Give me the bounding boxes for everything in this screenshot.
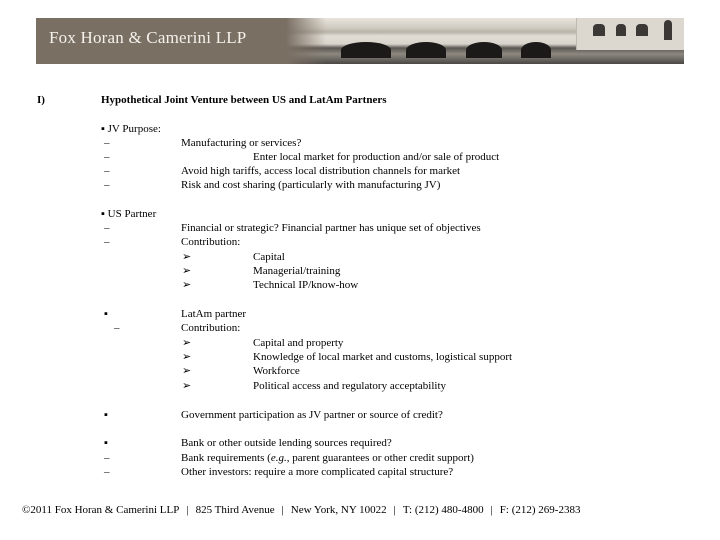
text-segment: Bank requirements ( xyxy=(181,452,271,464)
header-banner xyxy=(36,18,684,64)
list-item xyxy=(181,451,474,465)
bridge-arch xyxy=(341,42,391,58)
list-item: Manufacturing or services? xyxy=(181,137,302,149)
latam-partner-label: LatAm partner xyxy=(181,308,247,320)
dash-marker: – xyxy=(104,466,110,478)
footer-separator: | xyxy=(281,504,284,516)
arrow-bullet-icon: ➢ xyxy=(182,251,192,263)
contribution-item: Knowledge of local market and customs, logistical support xyxy=(253,351,513,363)
dash-marker: – xyxy=(114,322,120,334)
contribution-item: Technical IP/know-how xyxy=(253,279,359,291)
window-shape xyxy=(616,24,626,36)
dash-marker: – xyxy=(104,452,110,464)
section-title: Hypothetical Joint Venture between US and LatAm Partners xyxy=(101,94,387,106)
footer-separator: | xyxy=(186,504,189,516)
arrow-bullet-icon: ➢ xyxy=(182,279,192,291)
contribution-item: Political access and regulatory acceptability xyxy=(253,380,447,392)
contribution-item: Managerial/training xyxy=(253,265,341,277)
bridge-arch xyxy=(521,42,551,58)
footer xyxy=(22,504,580,516)
contribution-item: Capital and property xyxy=(253,337,344,349)
dash-marker: – xyxy=(104,222,110,234)
dash-marker: – xyxy=(104,137,110,149)
jv-purpose-heading xyxy=(101,122,161,136)
firm-name: Fox Horan & Camerini LLP xyxy=(49,28,247,47)
bullet-icon: ▪ xyxy=(101,123,105,135)
bank-item: Bank or other outside lending sources required? xyxy=(181,437,392,449)
contribution-item: Capital xyxy=(253,251,285,263)
list-item: Enter local market for production and/or sale of product xyxy=(253,151,500,163)
footer-city: New York, NY 10022 xyxy=(290,504,387,516)
footer-fax: F: (212) 269-2383 xyxy=(499,504,581,516)
jv-purpose-label: JV Purpose: xyxy=(107,123,161,135)
text-italic: e.g. xyxy=(270,452,287,464)
dash-marker: – xyxy=(104,179,110,191)
bridge-arch xyxy=(466,42,502,58)
us-partner-label: US Partner xyxy=(107,208,157,220)
arrow-bullet-icon: ➢ xyxy=(182,351,192,363)
government-item: Government participation as JV partner or source of credit? xyxy=(181,409,443,421)
dash-marker: – xyxy=(104,236,110,248)
list-item: Financial or strategic? Financial partner has unique set of objectives xyxy=(181,222,481,234)
text-segment: , parent guarantees or other credit support) xyxy=(286,452,474,464)
bullet-icon: ▪ xyxy=(104,308,108,320)
dash-marker: – xyxy=(104,151,110,163)
bridge-arch xyxy=(406,42,446,58)
arrow-bullet-icon: ➢ xyxy=(182,337,192,349)
list-item: Other investors: require a more complicated capital structure? xyxy=(181,466,454,478)
bridge-photo xyxy=(286,18,684,64)
footer-copyright: ©2011 Fox Horan & Camerini LLP xyxy=(22,504,180,516)
section-marker: I) xyxy=(37,94,45,106)
footer-separator: | xyxy=(490,504,493,516)
bullet-icon: ▪ xyxy=(104,437,108,449)
list-item: Contribution: xyxy=(181,322,241,334)
list-item: Contribution: xyxy=(181,236,241,248)
list-item: Avoid high tariffs, access local distribution channels for market xyxy=(181,165,461,177)
window-shape xyxy=(636,24,648,36)
bullet-icon: ▪ xyxy=(101,208,105,220)
dash-marker: – xyxy=(104,165,110,177)
window-shape xyxy=(593,24,605,36)
window-shape xyxy=(664,20,672,40)
list-item: Risk and cost sharing (particularly with manufacturing JV) xyxy=(181,179,441,191)
contribution-item: Workforce xyxy=(253,365,300,377)
bullet-icon: ▪ xyxy=(104,409,108,421)
arrow-bullet-icon: ➢ xyxy=(182,365,192,377)
us-partner-heading xyxy=(101,207,156,221)
footer-separator: | xyxy=(393,504,396,516)
arrow-bullet-icon: ➢ xyxy=(182,265,192,277)
footer-phone: T: (212) 480-4800 xyxy=(402,504,484,516)
footer-address: 825 Third Avenue xyxy=(195,504,275,516)
arrow-bullet-icon: ➢ xyxy=(182,380,192,392)
